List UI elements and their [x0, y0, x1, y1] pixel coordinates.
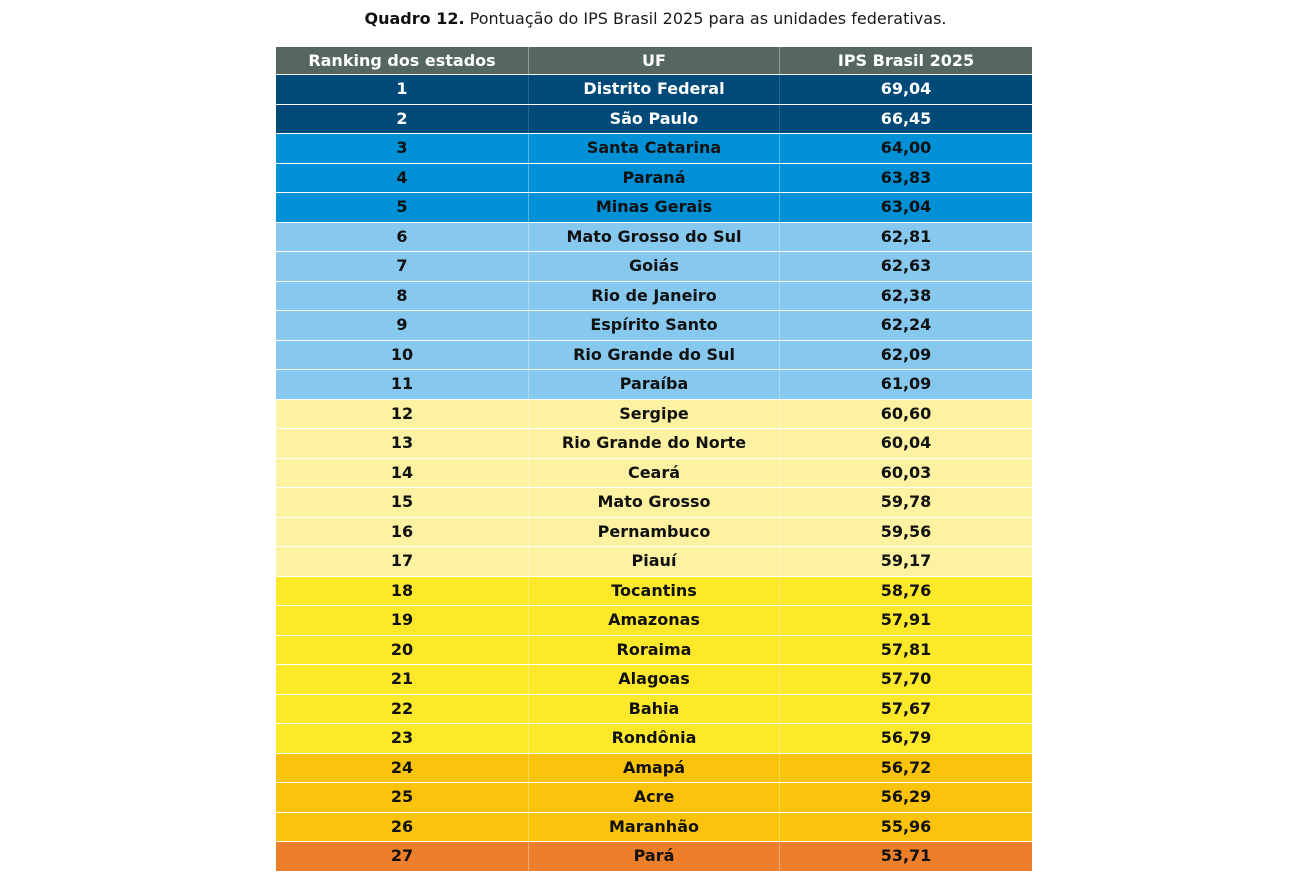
uf-cell: Santa Catarina	[528, 134, 780, 163]
rank-cell: 19	[390, 610, 414, 630]
score-cell: 63,04	[880, 197, 932, 217]
score-cell: 58,76	[880, 580, 932, 600]
score-cell: 57,91	[880, 610, 932, 630]
score-cell: 57,70	[880, 669, 932, 689]
rank-cell: 26	[390, 816, 414, 836]
uf-cell: Distrito Federal	[528, 75, 780, 104]
table-row	[276, 724, 1032, 754]
table-caption	[0, 8, 1311, 30]
rank-cell: 11	[390, 374, 414, 394]
rank-cell: 7	[396, 256, 408, 276]
uf-cell: Ceará	[528, 459, 780, 488]
score-cell: 59,17	[880, 551, 932, 571]
uf-cell: Goiás	[528, 252, 780, 281]
uf-cell: Rondônia	[528, 724, 780, 753]
table-row	[276, 223, 1032, 253]
uf-cell: Espírito Santo	[528, 311, 780, 340]
uf-cell: Pará	[528, 842, 780, 871]
rank-cell: 9	[396, 315, 408, 335]
rank-cell: 21	[390, 669, 414, 689]
rank-cell: 27	[390, 846, 414, 866]
rank-cell: 25	[390, 787, 414, 807]
uf-cell: Paraná	[528, 164, 780, 193]
rank-cell: 13	[390, 433, 414, 453]
rank-cell: 10	[390, 344, 414, 364]
header-ranking: Ranking dos estados	[308, 50, 496, 70]
rank-cell: 6	[396, 226, 408, 246]
uf-cell: Alagoas	[528, 665, 780, 694]
uf-cell: Maranhão	[528, 813, 780, 842]
table-row	[276, 134, 1032, 164]
table-row	[276, 636, 1032, 666]
score-cell: 62,81	[880, 226, 932, 246]
table-row	[276, 488, 1032, 518]
score-cell: 62,38	[880, 285, 932, 305]
score-cell: 55,96	[880, 816, 932, 836]
uf-cell: Acre	[528, 783, 780, 812]
score-cell: 62,09	[880, 344, 932, 364]
rank-cell: 18	[390, 580, 414, 600]
table-row	[276, 193, 1032, 223]
rank-cell: 1	[396, 79, 408, 99]
table-row	[276, 429, 1032, 459]
score-cell: 64,00	[880, 138, 932, 158]
table-row	[276, 695, 1032, 725]
rank-cell: 5	[396, 197, 408, 217]
score-cell: 57,81	[880, 639, 932, 659]
rank-cell: 20	[390, 639, 414, 659]
table-row	[276, 75, 1032, 105]
rank-cell: 24	[390, 757, 414, 777]
rank-cell: 2	[396, 108, 408, 128]
uf-cell: Bahia	[528, 695, 780, 724]
uf-cell: Mato Grosso	[528, 488, 780, 517]
score-cell: 61,09	[880, 374, 932, 394]
rank-cell: 8	[396, 285, 408, 305]
score-cell: 57,67	[880, 698, 932, 718]
table-body	[276, 75, 1032, 872]
score-cell: 59,56	[880, 521, 932, 541]
uf-cell: Amapá	[528, 754, 780, 783]
score-cell: 62,63	[880, 256, 932, 276]
table-row	[276, 518, 1032, 548]
table-row	[276, 813, 1032, 843]
uf-cell: Minas Gerais	[528, 193, 780, 222]
rank-cell: 22	[390, 698, 414, 718]
uf-cell: Rio Grande do Norte	[528, 429, 780, 458]
uf-cell: São Paulo	[528, 105, 780, 134]
header-uf: UF	[528, 47, 780, 74]
score-cell: 69,04	[880, 79, 932, 99]
table-header-row	[276, 47, 1032, 75]
score-cell: 66,45	[880, 108, 932, 128]
uf-cell: Sergipe	[528, 400, 780, 429]
table-row	[276, 282, 1032, 312]
caption-label: Quadro 12.	[364, 9, 465, 28]
caption-text: Pontuação do IPS Brasil 2025 para as unidades federativas.	[464, 9, 947, 28]
score-cell: 56,79	[880, 728, 932, 748]
score-cell: 53,71	[880, 846, 932, 866]
rank-cell: 3	[396, 138, 408, 158]
uf-cell: Mato Grosso do Sul	[528, 223, 780, 252]
table-row	[276, 311, 1032, 341]
uf-cell: Amazonas	[528, 606, 780, 635]
table-row	[276, 577, 1032, 607]
table-row	[276, 252, 1032, 282]
table-row	[276, 105, 1032, 135]
uf-cell: Pernambuco	[528, 518, 780, 547]
table-row	[276, 164, 1032, 194]
table-row	[276, 547, 1032, 577]
table-row	[276, 665, 1032, 695]
table-row	[276, 606, 1032, 636]
table-row	[276, 459, 1032, 489]
table-row	[276, 341, 1032, 371]
score-cell: 59,78	[880, 492, 932, 512]
rank-cell: 17	[390, 551, 414, 571]
uf-cell: Tocantins	[528, 577, 780, 606]
score-cell: 62,24	[880, 315, 932, 335]
uf-cell: Rio de Janeiro	[528, 282, 780, 311]
table-row	[276, 370, 1032, 400]
rank-cell: 16	[390, 521, 414, 541]
uf-cell: Paraíba	[528, 370, 780, 399]
score-cell: 56,72	[880, 757, 932, 777]
uf-cell: Rio Grande do Sul	[528, 341, 780, 370]
rank-cell: 15	[390, 492, 414, 512]
score-cell: 56,29	[880, 787, 932, 807]
score-cell: 60,04	[880, 433, 932, 453]
table-row	[276, 400, 1032, 430]
rank-cell: 4	[396, 167, 408, 187]
score-cell: 63,83	[880, 167, 932, 187]
rank-cell: 12	[390, 403, 414, 423]
rank-cell: 23	[390, 728, 414, 748]
ips-ranking-table	[276, 47, 1032, 872]
table-row	[276, 842, 1032, 872]
table-row	[276, 783, 1032, 813]
uf-cell: Roraima	[528, 636, 780, 665]
header-ips: IPS Brasil 2025	[837, 50, 975, 70]
score-cell: 60,60	[880, 403, 932, 423]
rank-cell: 14	[390, 462, 414, 482]
uf-cell: Piauí	[528, 547, 780, 576]
table-row	[276, 754, 1032, 784]
score-cell: 60,03	[880, 462, 932, 482]
